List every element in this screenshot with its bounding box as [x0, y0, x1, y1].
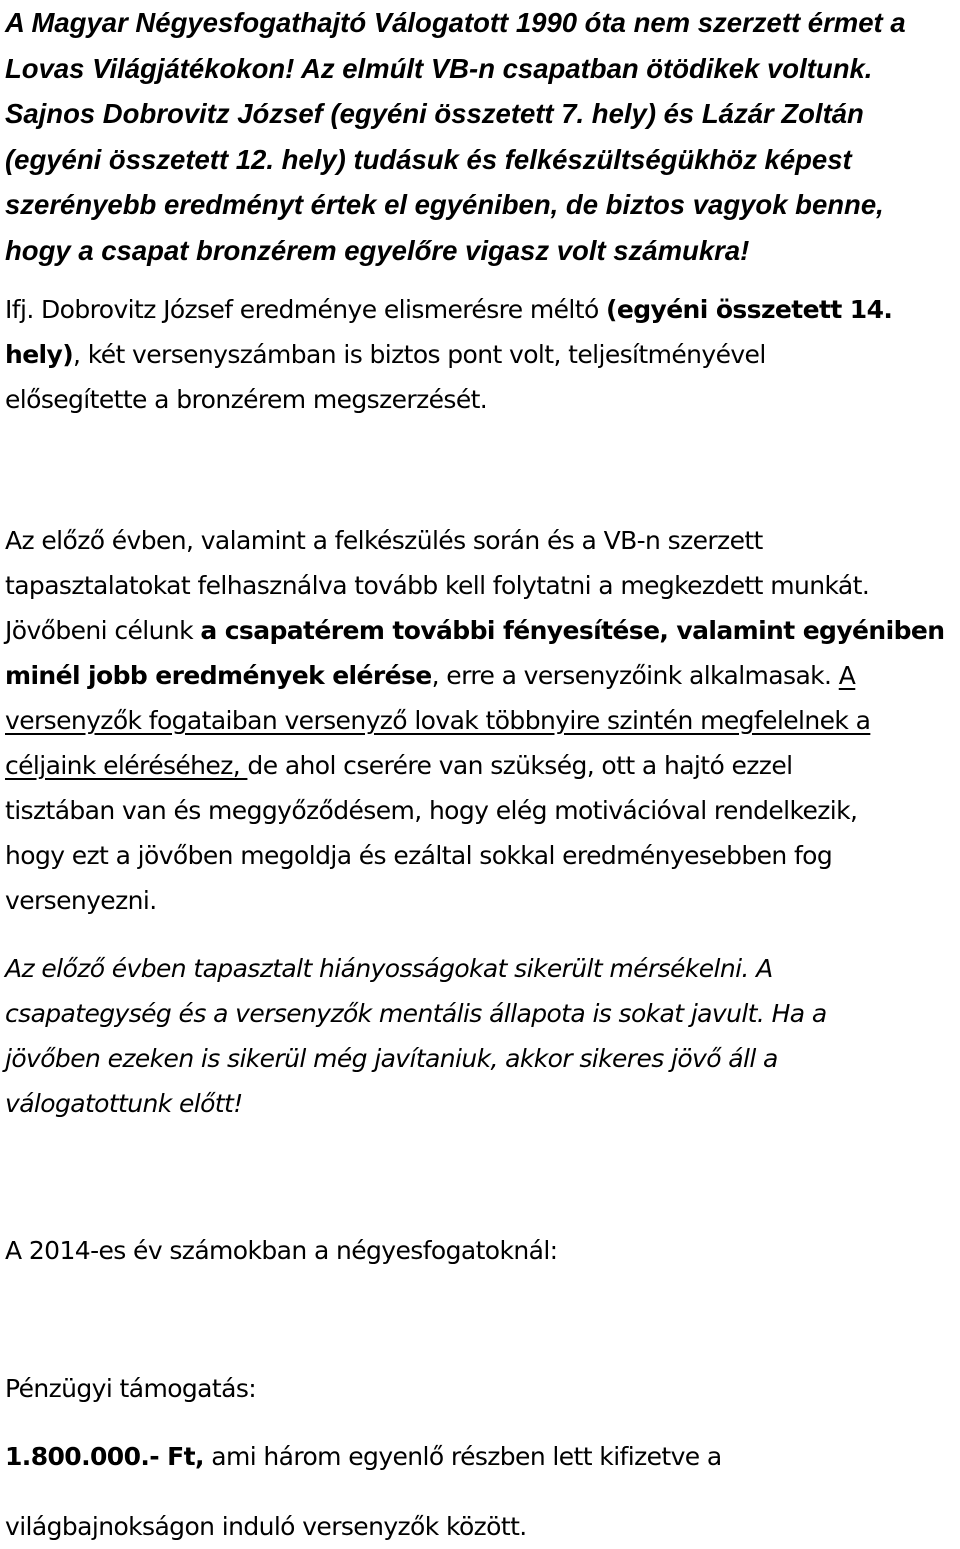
text-line — [5, 653, 944, 698]
text-line: Lovas Világjátékokon! Az elmúlt VB-n csapatban ötödikek voltunk. — [5, 52, 873, 84]
text-line: A Magyar Négyesfogathajtó Válogatott 1990 óta nem szerzett érmet a — [5, 7, 906, 38]
bold-run: (egyéni összetett 14. — [606, 295, 893, 324]
text-line — [5, 698, 944, 743]
bold-run: minél jobb eredmények elérése — [5, 661, 432, 690]
text-line — [5, 743, 944, 788]
text-line — [5, 608, 944, 653]
underlined-run: céljaink eléréséhez, — [5, 751, 248, 780]
text-line — [5, 1434, 722, 1479]
text-line: jövőben ezeken is sikerül még javítaniuk, akkor sikeres jövő áll a — [5, 1044, 778, 1073]
text-line: hogy a csapat bronzérem egyelőre vigasz volt számukra! — [5, 234, 750, 266]
text-run: Ifj. Dobrovitz József eredménye elismerésre méltó — [5, 295, 607, 324]
text-line: válogatottunk előtt! — [5, 1089, 243, 1118]
text-line: tapasztalatokat felhasználva tovább kell folytatni a megkezdett munkát. — [5, 571, 870, 600]
underlined-run: A — [838, 661, 856, 690]
section-heading — [5, 1228, 558, 1273]
text-line: A 2014-es év számokban a négyesfogatoknál: — [5, 1236, 558, 1265]
funding-amount-line — [5, 1434, 722, 1479]
text-line: tisztában van és meggyőződésem, hogy elég motivációval rendelkezik, — [5, 796, 858, 825]
goals-paragraph — [5, 518, 944, 923]
funding-amount: 1.800.000.- Ft, — [5, 1442, 204, 1471]
text-line — [5, 287, 892, 332]
text-line: elősegítette a bronzérem megszerzését. — [5, 385, 488, 414]
underlined-run: versenyzők fogataiban versenyző lovak többnyire szintén megfelelnek a — [5, 706, 871, 735]
text-run: , erre a versenyzőink alkalmasak. — [431, 661, 839, 690]
text-line: csapategység és a versenyzők mentális állapota is sokat javult. Ha a — [5, 999, 827, 1028]
text-line: Pénzügyi támogatás: — [5, 1374, 257, 1403]
text-line: Az előző évben tapasztalt hiányosságokat sikerült mérsékelni. A — [5, 954, 773, 983]
dobrovitz-paragraph — [5, 287, 892, 422]
intro-paragraph — [5, 0, 906, 274]
text-line: (egyéni összetett 12. hely) tudásuk és felkészültségükhöz képest — [5, 143, 852, 175]
text-line: szerényebb eredményt értek el egyéniben, de biztos vagyok benne, — [5, 189, 884, 221]
bold-run: a csapatérem további fényesítése, valamint egyéniben — [200, 616, 945, 645]
text-line: világbajnokságon induló versenyzők között. — [5, 1512, 527, 1541]
outlook-paragraph — [5, 946, 827, 1126]
text-line: Sajnos Dobrovitz József (egyéni összetett 7. hely) és Lázár Zoltán — [5, 98, 864, 130]
text-run: de ahol cserére van szükség, ott a hajtó ezzel — [247, 751, 793, 780]
text-run: Jövőbeni célunk — [5, 616, 201, 645]
text-line: versenyezni. — [5, 886, 157, 915]
text-line — [5, 332, 892, 377]
text-line: Az előző évben, valamint a felkészülés során és a VB-n szerzett — [5, 526, 763, 555]
text-run: ami három egyenlő részben lett kifizetve a — [203, 1442, 722, 1471]
text-run: , két versenyszámban is biztos pont volt, teljesítményével — [73, 340, 766, 369]
text-line: hogy ezt a jövőben megoldja és ezáltal sokkal eredményesebben fog — [5, 841, 833, 870]
bold-run: hely) — [5, 340, 74, 369]
funding-label — [5, 1366, 256, 1411]
funding-detail-line — [5, 1504, 527, 1549]
